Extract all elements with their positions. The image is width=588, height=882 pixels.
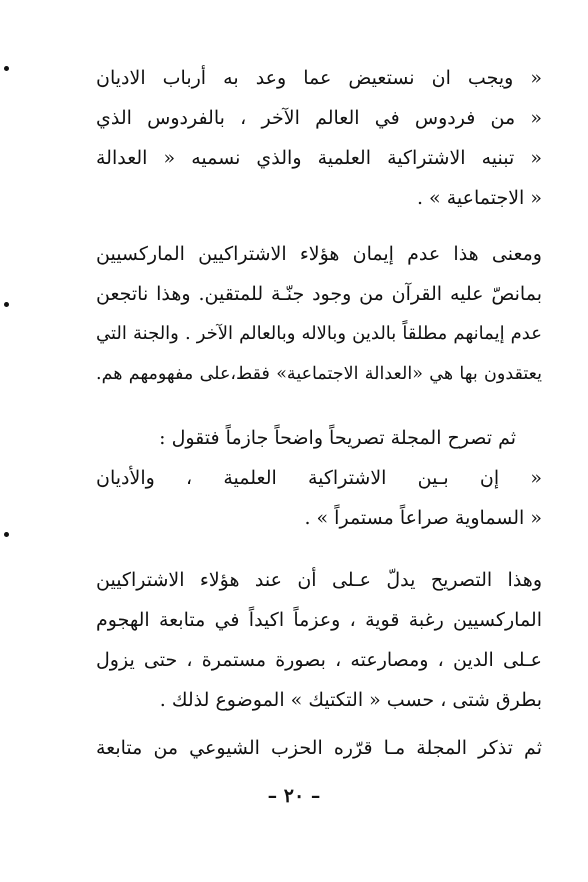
text-line: وهذا التصريح يدلّ عـلى أن عند هؤلاء الاشتراكيين [96,569,542,591]
text-line: « السماوية صراعاً مستمراً » . [304,507,542,529]
text-line: بطرق شتى ، حسب « التكتيك » الموضوع لذلك . [159,689,542,711]
text-line: « الاجتماعية » . [416,187,542,209]
paragraph-quote-2 [96,418,542,538]
text-line: « تبنيه الاشتراكية العلمية والذي نسميه « العدالة [96,147,542,169]
text-line: عـلى الدين ، ومصارعته ، بصورة مستمرة ، حتى يزول [96,649,542,671]
text-line: عدم إيمانهم مطلقاً بالدين وبالاله وبالعالم الآخر . والجنة التي [96,323,542,344]
paragraph-commentary-3 [96,728,542,768]
text-line: ثم تصرح المجلة تصريحاً واضحاً جازماً فتقول : [159,427,516,449]
text-line: « من فردوس في العالم الآخر ، بالفردوس الذي [96,107,542,129]
page-number: – ٢٠ – [267,785,321,807]
text-line: يعتقدون بها هي «العدالة الاجتماعية» فقط،على مفهومهم هم. [96,364,542,384]
text-line: ومعنى هذا عدم إيمان هؤلاء الاشتراكيين الماركسيين [96,243,542,265]
text-line: « ويجب ان نستعيض عما وعد به أرباب الاديان [96,67,542,89]
text-line: الماركسيين رغبة قوية ، وعزماً اكيداً في متابعة الهجوم [96,609,542,631]
margin-mark [4,532,9,537]
paragraph-quote-1 [96,58,542,218]
paragraph-commentary-1 [96,234,542,394]
text-line: ثم تذكر المجلة مـا قرّره الحزب الشيوعي من متابعة [96,737,542,759]
margin-mark [4,66,9,71]
text-line: بمانصّ عليه القرآن من وجود جنّـة للمتقين. وهذا ناتجعن [96,283,542,305]
margin-mark [4,302,9,307]
paragraph-commentary-2 [96,560,542,720]
text-line: « إن بـين الاشتراكية العلمية ، والأديان [96,467,542,489]
